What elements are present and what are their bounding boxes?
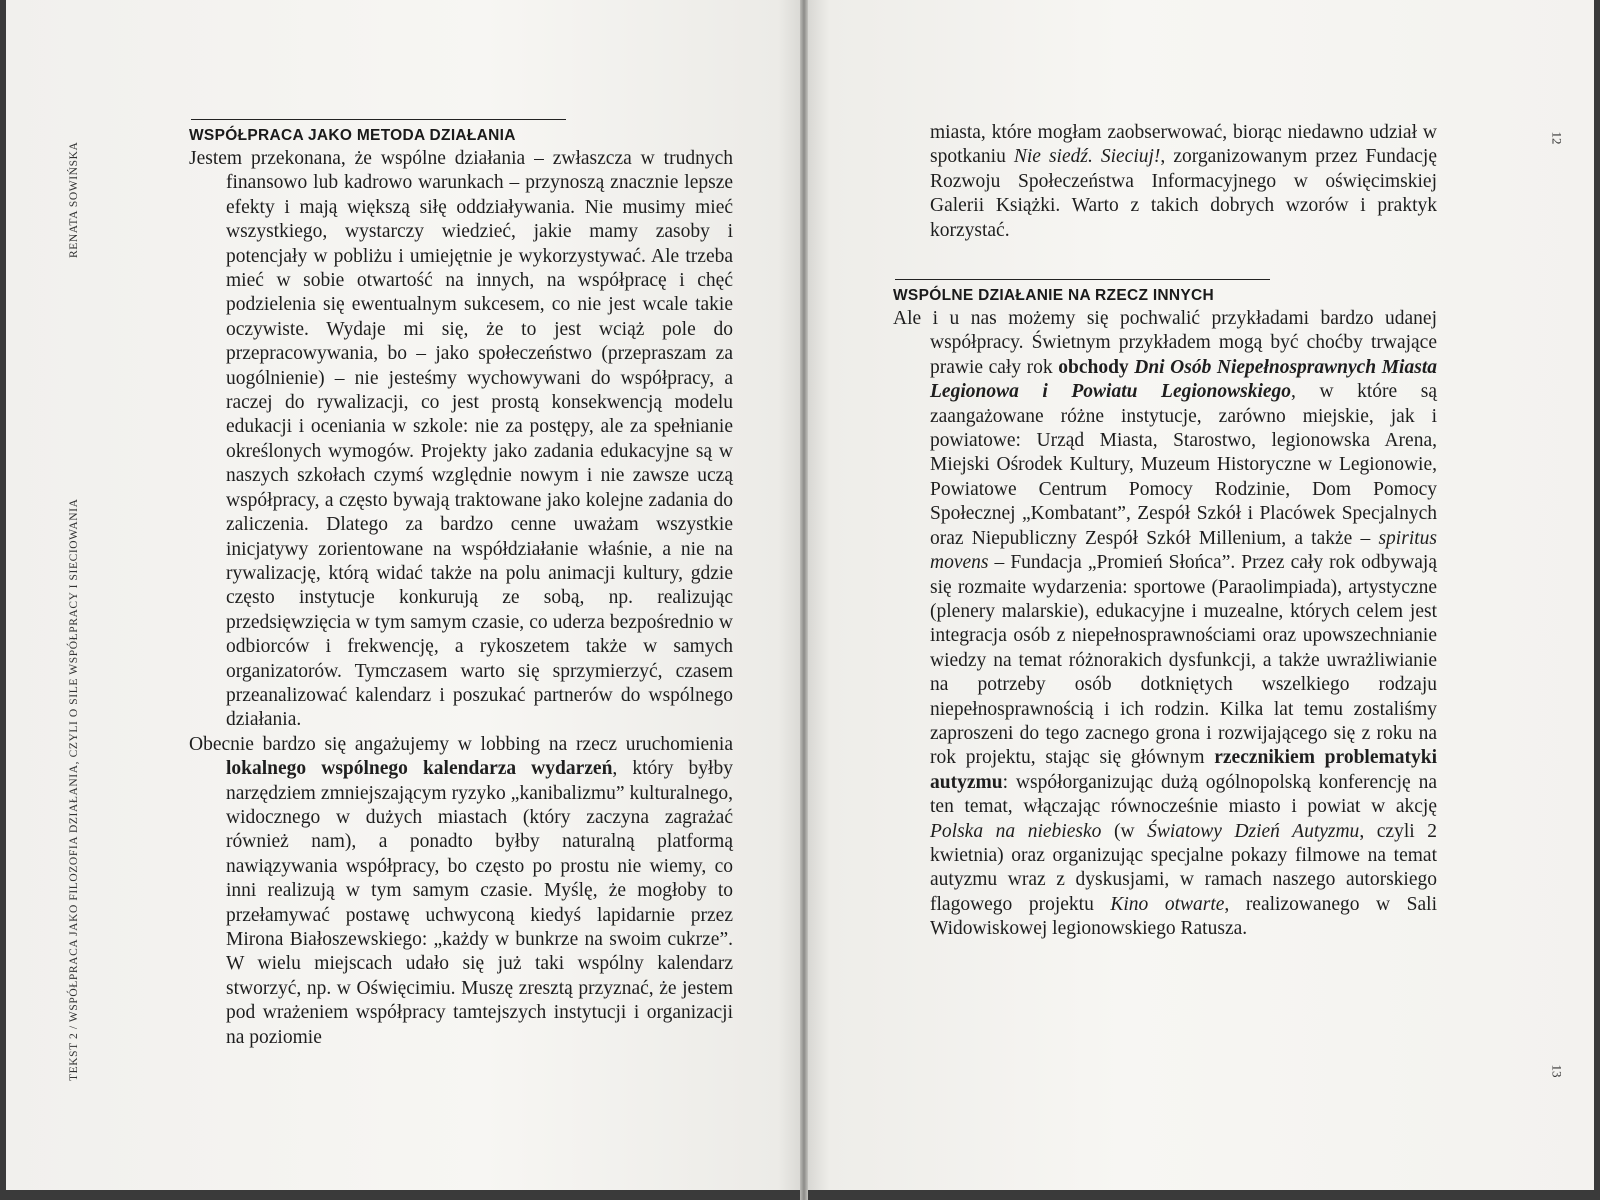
p3-bi1: Dni Osób Niepełnosprawnych Miasta Legionowa i Powiatu Legionowskiego <box>930 356 1437 403</box>
right-text-column <box>893 121 1437 942</box>
section-rule <box>191 119 566 120</box>
p3-s5: (w <box>1101 820 1148 842</box>
paragraph-1-text: Jestem przekonana, że wspólne działania – zwłaszcza w trudnych finansowo lub kadrowo warunkach – przynoszą znacznie lepsze efekty i mają większą siłę oddziaływania. Nie musimy mieć wszystkiego, wystarczy wiedzieć, jakie mamy zasoby i potencjały w pobliżu i umiejętnie je wykorzystywać. Ale trzeba mieć w sobie otwartość na innych, na współpracę i chęć podzielenia się ewentualnym sukcesem, co nie jest wcale takie oczywiste. Wydaje mi się, że to jest wciąż pole do przepracowywania, bo – jako społeczeństwo (przepraszam za uogólnienie) – nie jesteśmy wychowywani do współpracy, a raczej do rywalizacji, co jest prostą konsekwencją modelu edukacji i oceniania w szkole: nie za postępy, ale za spełnianie określonych wymogów. Projekty jako zadania edukacyjne są w naszych szkołach czymś względnie nowym i nie zawsze uczą współpracy, a często bywają traktowane jako kolejne zadania do zaliczenia. Dlatego za bardzo cenne uważam wszystkie inicjatywy zorientowane na współdziałanie właśnie, a nie na rywalizację, którą widać także na polu animacji kultury, gdzie często instytucje konkurują ze sobą, np. realizując przedsięwzięcia w tym samym czasie, co uderza bezpośrednio w odbiorców i frekwencję, a rykoszetem także w samych organizatorów. Tymczasem warto się sprzymierzyć, czasem przeanalizować kalendarz i poszukać partnerów do wspólnego działania. <box>189 148 733 731</box>
section-spacer <box>893 243 1437 279</box>
left-text-column <box>189 119 733 1050</box>
page-number-12: 12 <box>1549 131 1565 145</box>
p3-s6: , czyli 2 kwietnia) oraz organizując specjalne pokazy filmowe na temat autyzmu wraz z dyskusjami, w ramach naszego autorskiego flagowego projektu <box>930 820 1437 915</box>
page-number-13: 13 <box>1549 1064 1565 1078</box>
running-head-author: RENATA SOWIŃSKA <box>68 141 80 258</box>
paragraph-1 <box>189 147 733 733</box>
section-heading-acting-for-others: WSPÓLNE DZIAŁANIE NA RZECZ INNYCH <box>893 287 1215 305</box>
paragraph-2-text-a: Obecnie bardzo się angażujemy w lobbing na rzecz uruchomienia <box>189 733 733 755</box>
p3-i2: Polska na niebiesko <box>930 820 1102 842</box>
continued-text-a: miasta, które mogłam zaobserwować, biorąc niedawno udział w spotkaniu <box>930 122 1437 168</box>
p3-s7: , realizowanego w Sali Widowiskowej legionowskiego Ratusza. <box>930 893 1437 940</box>
p3-s4: : współorganizując dużą ogólnopolską konferencję na ten temat, włączając równocześnie miasto i powiat w akcję <box>930 771 1437 818</box>
p3-i3: Światowy Dzień Autyzmu <box>1147 820 1360 842</box>
p3-s3: – Fundacja „Promień Słońca”. Przez cały rok odbywają się rozmaite wydarzenia: sportowe (Paraolimpiada), artystyczne (plenery malarskie), edukacyjne i muzealne, których celem jest integracja osób z niepełnosprawnościami oraz upowszechnianie wiedzy na temat różnorakich dysfunkcji, a także uwrażliwianie na potrzeby osób dotkniętych wszelkiego rodzaju niepełnosprawnością i ich rodzin. Kilka lat temu zostaliśmy zaproszeni do tego zacnego grona i rozwijającego się z roku na rok projektu, stając się głównym <box>930 552 1437 769</box>
p3-s1: Ale i u nas możemy się pochwalić przykładami bardzo udanej współpracy. Świetnym przykładem mogą być choćby trwające prawie cały rok <box>893 308 1437 378</box>
section-rule-2 <box>895 279 1270 280</box>
p3-b1: obchody <box>1058 356 1135 378</box>
continued-paragraph <box>893 121 1437 243</box>
paragraph-2 <box>189 733 733 1050</box>
paragraph-2-text-b: , który byłby narzędziem zmniejszającym ryzyko „kanibalizmu” kulturalnego, widocznego w dużych miastach (który zaczyna zagrażać również nam), a ponadto byłby naturalną platformą nawiązywania współpracy, bo często po prostu nie wiemy, co inni realizują w tym samym czasie. Myślę, że mogłoby to przełamywać postawę uchwyconą kiedyś lapidarnie przez Mirona Białoszewskiego: „każdy w bunkrze na swoim cukrze”. W wielu miejscach udało się już taki wspólny kalendarz stworzyć, np. w Oświęcimiu. Muszę zresztą przyznać, że jestem pod wrażeniem współpracy tamtejszych instytucji i organizacji na poziomie <box>226 758 733 1048</box>
paragraph-3 <box>893 307 1437 942</box>
section-heading-cooperation: WSPÓŁPRACA JAKO METODA DZIAŁANIA <box>189 127 516 144</box>
running-head-title: TEKST 2 / WSPÓŁPRACA JAKO FILOZOFIA DZIAŁANIA, CZYLI O SILE WSPÓŁPRACY I SIECIOWANIA <box>68 498 80 1081</box>
p3-s2: , w które są zaangażowane różne instytucje, zarówno miejskie, jak i powiatowe: Urząd Miasta, Starostwo, legionowska Arena, Miejski Ośrodek Kultury, Muzeum Historyczne w Legionowie, Powiatowe Centrum Pomocy Rodzinie, Dom Pomocy Społecznej „Kombatant”, Zespół Szkół i Placówek Specjalnych oraz Niepubliczny Zespół Szkół Millenium, a także – <box>930 381 1437 549</box>
p3-i4: Kino otwarte <box>1110 893 1225 915</box>
continued-text-b: , zorganizowanym przez Fundację Rozwoju Społeczeństwa Informacyjnego w oświęcimskiej Galerii Książki. Warto z takich dobrych wzorów i praktyk korzystać. <box>930 146 1437 241</box>
book-gutter <box>800 0 808 1200</box>
paragraph-2-bold: lokalnego wspólnego kalendarza wydarzeń <box>226 758 613 780</box>
continued-italic: Nie siedź. Sieciuj! <box>1013 146 1161 168</box>
p3-b2: rzecznikiem problematyki autyzmu <box>930 747 1437 793</box>
p3-i1: spiritus movens <box>930 527 1437 574</box>
